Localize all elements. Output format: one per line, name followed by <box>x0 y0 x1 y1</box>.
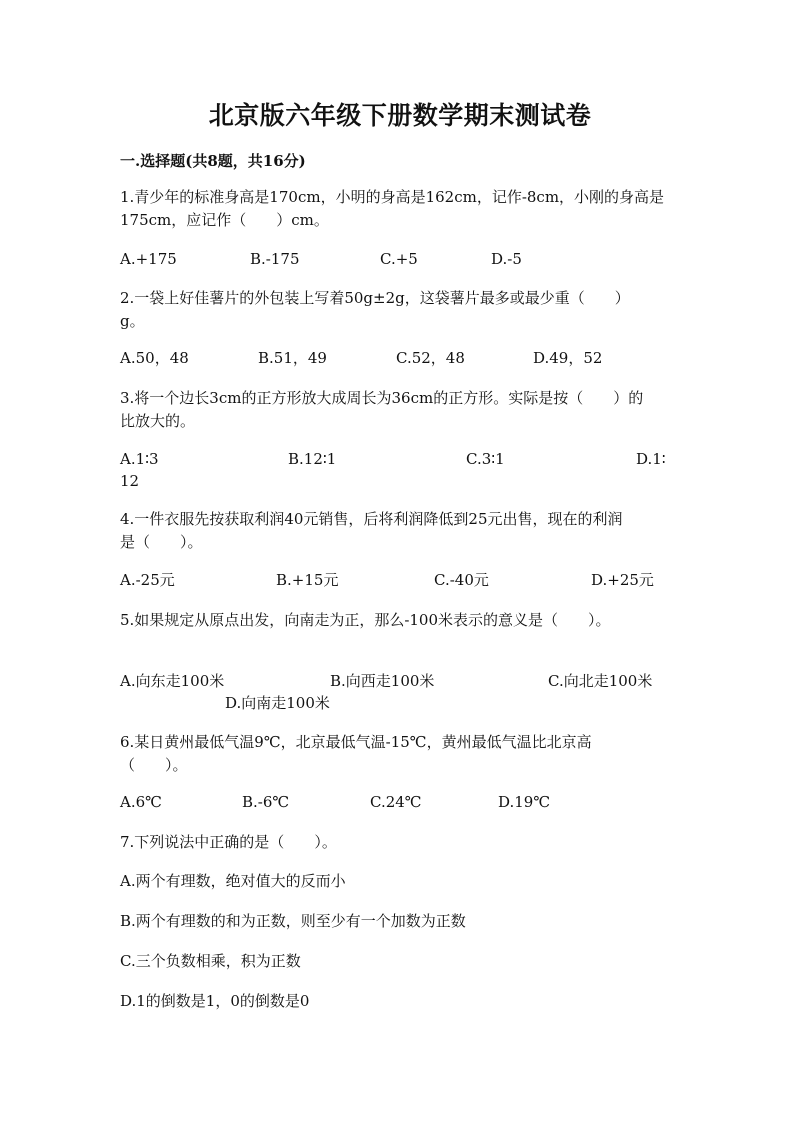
question-text-line: 2.一袋上好佳薯片的外包装上写着50g±2g，这袋薯片最多或最少重（ ） <box>120 289 630 307</box>
question-text-line: g。 <box>120 312 145 330</box>
option-a: A.-25元 <box>120 571 175 589</box>
question-text-line: 175cm，应记作（ ）cm。 <box>120 211 329 229</box>
question-text-line: 是（ ）。 <box>120 533 203 551</box>
option-c: C.52，48 <box>396 349 465 367</box>
option-a: A.6℃ <box>120 793 162 811</box>
option-a: A.两个有理数，绝对值大的反而小 <box>120 872 346 890</box>
option-d: D.1的倒数是1，0的倒数是0 <box>120 992 310 1010</box>
option-d: D.向南走100米 <box>225 694 330 712</box>
question-text-line: （ ）。 <box>120 756 188 774</box>
option-d: D.1∶ <box>636 450 666 468</box>
option-b: B.51，49 <box>258 349 327 367</box>
question-text-line: 3.将一个边长3cm的正方形放大成周长为36cm的正方形。实际是按（ ）的 <box>120 389 644 407</box>
option-c: C.向北走100米 <box>548 672 653 690</box>
option-a: A.向东走100米 <box>120 672 225 690</box>
option-d: D.49，52 <box>533 349 603 367</box>
option-b: B.-175 <box>250 250 300 268</box>
option-b: B.12∶1 <box>288 450 337 468</box>
question-text-line: 比放大的。 <box>120 412 196 430</box>
option-c: C.-40元 <box>434 571 489 589</box>
option-c: C.三个负数相乘，积为正数 <box>120 952 301 970</box>
option-d: D.-5 <box>491 250 522 268</box>
question-text-line: 7.下列说法中正确的是（ ）。 <box>120 833 337 851</box>
question-text-line: 1.青少年的标准身高是170cm，小明的身高是162cm，记作-8cm，小刚的身高是 <box>120 188 665 206</box>
option-a: A.+175 <box>120 250 177 268</box>
option-c: C.+5 <box>380 250 418 268</box>
option-b: B.向西走100米 <box>330 672 435 690</box>
question-text-line: 4.一件衣服先按获取利润40元销售，后将利润降低到25元出售，现在的利润 <box>120 510 623 528</box>
section-heading: 一.选择题(共8题，共16分) <box>120 152 306 170</box>
option-c: C.24℃ <box>370 793 422 811</box>
page-title: 北京版六年级下册数学期末测试卷 <box>208 101 592 130</box>
question-text-line: 6.某日黄州最低气温9℃，北京最低气温-15℃，黄州最低气温比北京高 <box>120 733 592 751</box>
option-a: A.1∶3 <box>120 450 159 468</box>
option-c: C.3∶1 <box>466 450 505 468</box>
option-d: D.+25元 <box>591 571 654 589</box>
option-d-continued: 12 <box>120 472 140 490</box>
option-b: B.+15元 <box>276 571 339 589</box>
option-b: B.-6℃ <box>242 793 290 811</box>
question-text-line: 5.如果规定从原点出发，向南走为正，那么-100米表示的意义是（ ）。 <box>120 611 611 629</box>
option-d: D.19℃ <box>498 793 551 811</box>
option-b: B.两个有理数的和为正数，则至少有一个加数为正数 <box>120 912 466 930</box>
option-a: A.50，48 <box>120 349 189 367</box>
